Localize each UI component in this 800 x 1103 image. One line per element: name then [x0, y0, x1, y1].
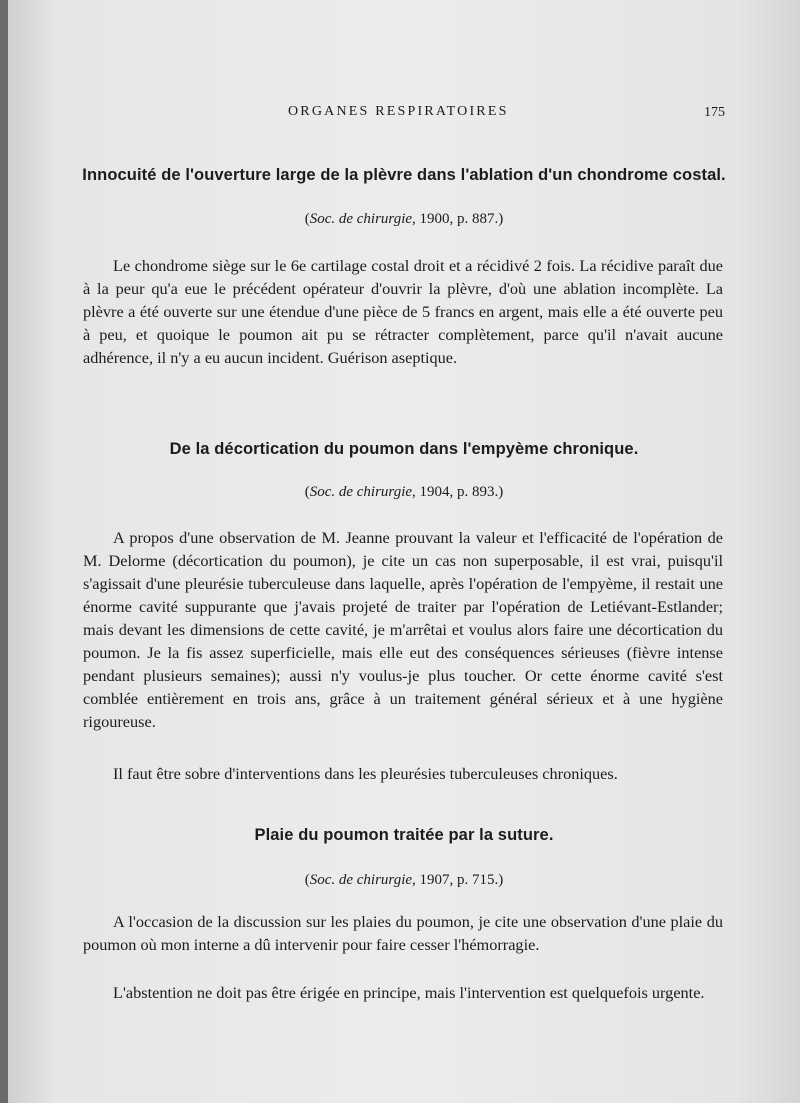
citation-journal: Soc. de chirurgie — [309, 872, 413, 888]
citation-decortication: (Soc. de chirurgie, 1904, p. 893.) — [304, 484, 504, 500]
citation-details: 1900, p. 887. — [419, 211, 499, 227]
section-title-chondrome: Innocuité de l'ouverture large de la plèvre dans l'ablation d'un chondrome costal. — [82, 166, 726, 184]
citation-details: 1907, p. 715. — [419, 872, 499, 888]
page-header — [8, 104, 800, 128]
page-number: 175 — [704, 105, 725, 120]
citation-journal: Soc. de chirurgie — [309, 484, 413, 500]
paragraph-decortication-conclusion: Il faut être sobre d'interventions dans les pleurésies tuberculeuses chroniques. — [113, 764, 618, 783]
citation-chondrome: (Soc. de chirurgie, 1900, p. 887.) — [304, 211, 504, 227]
paragraph-plaie-observation: A l'occasion de la discussion sur les plaies du poumon, je cite une observation d'une plaie du poumon où mon interne a dû intervenir pour faire cesser l'hémorragie. — [83, 912, 723, 954]
citation-plaie: (Soc. de chirurgie, 1907, p. 715.) — [304, 872, 504, 888]
section-title-decortication: De la décortication du poumon dans l'empyème chronique. — [169, 440, 639, 458]
section-title-plaie: Plaie du poumon traitée par la suture. — [254, 826, 554, 844]
citation-journal: Soc. de chirurgie — [309, 211, 413, 227]
paragraph-decortication-case: A propos d'une observation de M. Jeanne prouvant la valeur et l'efficacité de l'opération de M. Delorme (décortication du poumon), je cite un cas non superposable, il est vrai, puisqu'il s'agissait d'une pleurésie tuberculeuse dans laquelle, après l'opération de l'empyème, il restait une énorme cavité suppurante que j'avais projeté de traiter par l'opération de Letiévant-Estlander; mais devant les dimensions de cette cavité, je m'arrêtai et voulus alors faire une décortication du poumon. Je la fis assez superficielle, mais elle eut des conséquences sérieuses (fièvre intense pendant plusieurs semaines); aussi n'y voulus-je plus toucher. Or cette énorme cavité s'est comblée entièrement en trois ans, grâce à un traitement général sérieux et à une hygiène rigoureuse. — [83, 528, 723, 731]
running-title: ORGANES RESPIRATOIRES — [288, 104, 509, 119]
book-page — [8, 0, 800, 1103]
citation-details: 1904, p. 893. — [419, 484, 499, 500]
paragraph-chondrome: Le chondrome siège sur le 6e cartilage costal droit et a récidivé 2 fois. La récidive paraît due à la peur qu'a eue le précédent opérateur d'ouvrir la plèvre, d'où une ablation incomplète. La plèvre a été ouverte sur une étendue d'une pièce de 5 francs en argent, mais elle a été ouverte peu à peu, et quoique le poumon ait pu se rétracter complètement, parce qu'il n'avait aucune adhérence, il n'y a eu aucun incident. Guérison aseptique. — [83, 256, 723, 367]
paragraph-plaie-conclusion: L'abstention ne doit pas être érigée en principe, mais l'intervention est quelquefois urgente. — [113, 983, 705, 1002]
